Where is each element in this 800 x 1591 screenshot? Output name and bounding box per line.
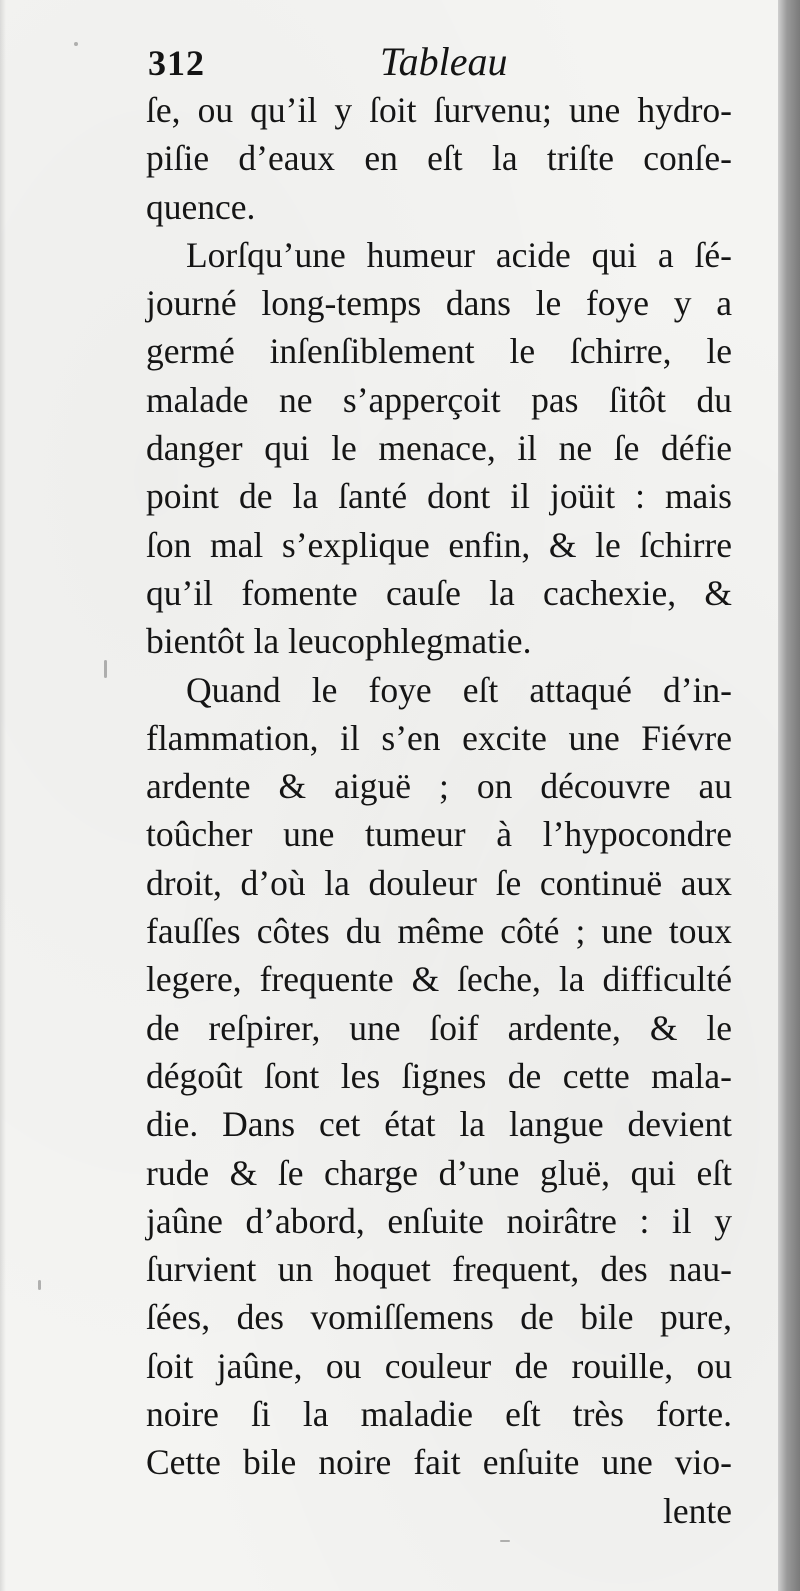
text-line: droit, d’où la douleur ſe continuë aux xyxy=(146,862,732,903)
ink-speck xyxy=(500,1540,510,1542)
text-line: noire ſi la maladie eſt très forte. xyxy=(146,1394,732,1435)
text-line: journé long-temps dans le foye y a xyxy=(146,283,732,324)
text-line: point de la ſanté dont il joüit : mais xyxy=(146,476,732,517)
text-line: rude & ſe charge d’une gluë, qui eſt xyxy=(146,1152,732,1193)
text-line: malade ne s’apperçoit pas ſitôt du xyxy=(146,379,732,420)
running-title: Tableau xyxy=(380,39,508,84)
text-line: fauſſes côtes du même côté ; une toux xyxy=(146,911,732,952)
page-number: 312 xyxy=(148,43,205,83)
text-line: legere, frequente & ſeche, la difficulté xyxy=(146,959,732,1000)
page-gutter xyxy=(778,0,800,1591)
text-line: ſoit jaûne, ou couleur de rouille, ou xyxy=(146,1345,732,1386)
text-line: quence. xyxy=(146,186,256,227)
text-line: ſées, des vomiſſemens de bile pure, xyxy=(146,1297,732,1338)
page-shadow-edge xyxy=(0,0,6,1591)
text-line: ſe, ou qu’il y ſoit ſurvenu; une hydro- xyxy=(146,90,732,130)
text-line: germé inſenſiblement le ſchirre, le xyxy=(146,331,732,372)
text-line: qu’il fomente cauſe la cachexie, & xyxy=(146,572,732,613)
text-line: jaûne d’abord, enſuite noirâtre : il y xyxy=(146,1200,732,1241)
text-line: Lorſqu’une humeur acide qui a ſé- xyxy=(186,234,732,275)
catchword: lente xyxy=(663,1490,732,1531)
text-line: ſon mal s’explique enfin, & le ſchirre xyxy=(146,524,732,565)
text-line: Quand le foye eſt attaqué d’in- xyxy=(186,669,732,710)
text-line: Cette bile noire fait enſuite une vio- xyxy=(146,1442,732,1483)
text-line: danger qui le menace, il ne ſe défie xyxy=(146,428,732,469)
page-header xyxy=(148,38,738,88)
text-line: ſurvient un hoquet frequent, des nau- xyxy=(146,1249,732,1290)
text-line: bientôt la leucophlegmatie. xyxy=(146,621,532,662)
ink-speck xyxy=(74,42,78,46)
ink-speck xyxy=(38,1280,41,1290)
text-line: ardente & aiguë ; on découvre au xyxy=(146,766,732,807)
text-line: die. Dans cet état la langue devient xyxy=(146,1104,732,1145)
body-text xyxy=(146,86,732,1535)
text-line: dégoût ſont les ſignes de cette mala- xyxy=(146,1055,732,1096)
text-line: piſie d’eaux en eſt la triſte conſe- xyxy=(146,138,732,179)
text-line: toûcher une tumeur à l’hypocondre xyxy=(146,814,732,855)
text-line: flammation, il s’en excite une Fiévre xyxy=(146,717,732,758)
text-line: de reſpirer, une ſoif ardente, & le xyxy=(146,1007,732,1048)
ink-speck xyxy=(104,660,107,678)
